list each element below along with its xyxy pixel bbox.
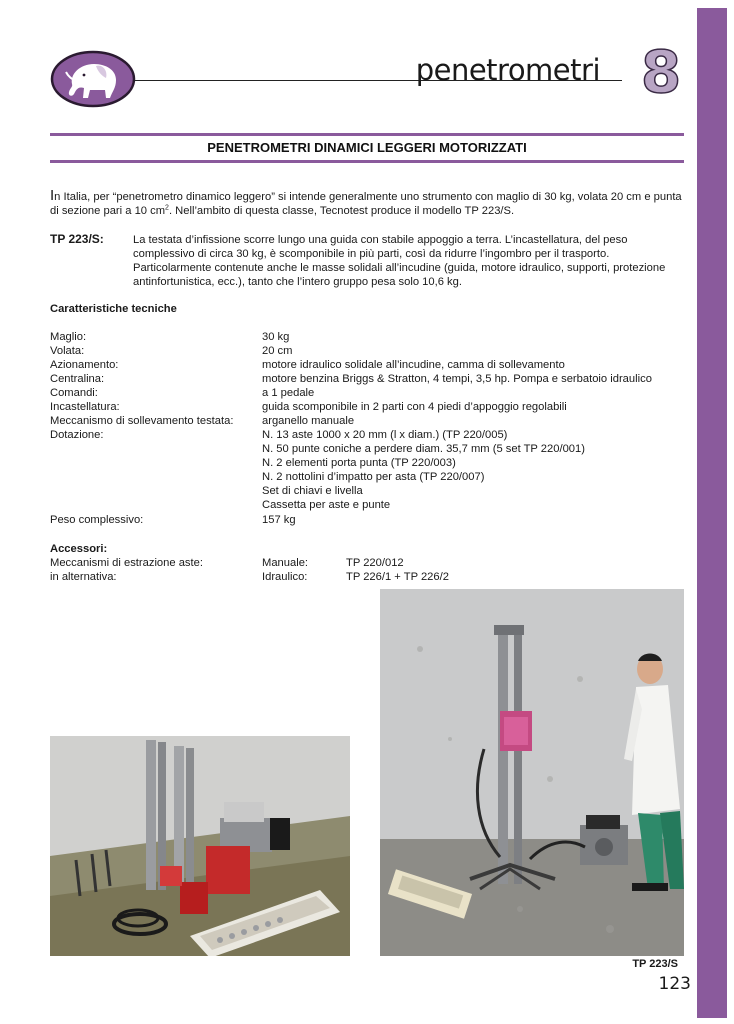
intro-text-1: n Italia, per “penetrometro dinamico leggero” si intende generalmente uno strumento con maglio di 30 kg, volata 20 cm e punta di sezione pari a 10 cm (50, 191, 682, 217)
accessories-heading: Accessori: (50, 543, 108, 555)
model-label: TP 223/S: (50, 232, 104, 246)
spec-value-peso: 157 kg (262, 514, 296, 526)
page-number: 123 (658, 974, 691, 994)
spec-value-dotazione-1: N. 13 aste 1000 x 20 mm (l x diam.) (TP 220/005) (262, 429, 508, 441)
spec-label-dotazione: Dotazione: (50, 429, 104, 441)
model-description: La testata d’infissione scorre lungo una guida con stabile appoggio a terra. L’incastellatura, del peso complessivo di circa 30 kg, è scomponibile in più parti, così da ridurre l’ingombro per il trasporto. Particolarmente contenute anche le masse solidali all’incudine (guida, motore idraulico, supporti, protezione antinfortunistica, ecc.), tanto che l’intero gruppo pesa solo 10,6 kg. (133, 234, 666, 288)
page-heading: PENETROMETRI DINAMICI LEGGERI MOTORIZZATI (207, 140, 527, 155)
specs-heading: Caratteristiche tecniche (50, 303, 177, 315)
intro-superscript: 2 (165, 204, 169, 212)
spec-value-dotazione-4: N. 2 nottolini d’impatto per asta (TP 220/007) (262, 471, 485, 483)
spec-label-azionamento: Azionamento: (50, 359, 119, 371)
accessory-code-2: TP 226/1 + TP 226/2 (346, 571, 449, 583)
accessory-label-1: Meccanismi di estrazione aste: (50, 557, 203, 569)
intro-text-2: . Nell’ambito di questa classe, Tecnotest produce il modello TP 223/S. (168, 205, 515, 217)
accessory-type-1: Manuale: (262, 557, 309, 569)
photo-caption: TP 223/S (632, 958, 678, 970)
spec-value-comandi: a 1 pedale (262, 387, 315, 399)
product-photo-in-use (380, 589, 684, 956)
spec-label-meccanismo: Meccanismo di sollevamento testata: (50, 415, 234, 427)
accessory-code-1: TP 220/012 (346, 557, 404, 569)
product-photo-kit (50, 736, 350, 956)
spec-value-dotazione-2: N. 50 punte coniche a perdere diam. 35,7 mm (5 set TP 220/001) (262, 443, 585, 455)
spec-label-comandi: Comandi: (50, 387, 98, 399)
spec-label-volata: Volata: (50, 345, 85, 357)
chapter-number: 8 (640, 38, 682, 106)
title-bottom-rule (50, 160, 684, 163)
elephant-logo-icon (50, 50, 136, 108)
spec-value-dotazione-6: Cassetta per aste e punte (262, 499, 391, 511)
section-title: penetrometri (415, 53, 600, 87)
spec-value-dotazione-3: N. 2 elementi porta punta (TP 220/003) (262, 457, 456, 469)
spec-value-meccanismo: arganello manuale (262, 415, 355, 427)
title-top-rule (50, 133, 684, 136)
spec-label-centralina: Centralina: (50, 373, 105, 385)
accessory-label-2: in alternativa: (50, 571, 117, 583)
intro-paragraph (50, 189, 690, 218)
spec-value-dotazione-5: Set di chiavi e livella (262, 485, 363, 497)
spec-value-maglio: 30 kg (262, 331, 290, 343)
side-color-bar (697, 8, 727, 1018)
spec-label-maglio: Maglio: (50, 331, 87, 343)
spec-label-peso: Peso complessivo: (50, 514, 144, 526)
spec-label-incastellatura: Incastellatura: (50, 401, 120, 413)
spec-value-volata: 20 cm (262, 345, 293, 357)
spec-value-centralina: motore benzina Briggs & Stratton, 4 tempi, 3,5 hp. Pompa e serbatoio idraulico (262, 373, 652, 385)
spec-value-incastellatura: guida scomponibile in 2 parti con 4 piedi d’appoggio regolabili (262, 401, 567, 413)
spec-value-azionamento: motore idraulico solidale all’incudine, camma di sollevamento (262, 359, 565, 371)
intro-drop-cap: I (50, 187, 55, 204)
accessory-type-2: Idraulico: (262, 571, 308, 583)
